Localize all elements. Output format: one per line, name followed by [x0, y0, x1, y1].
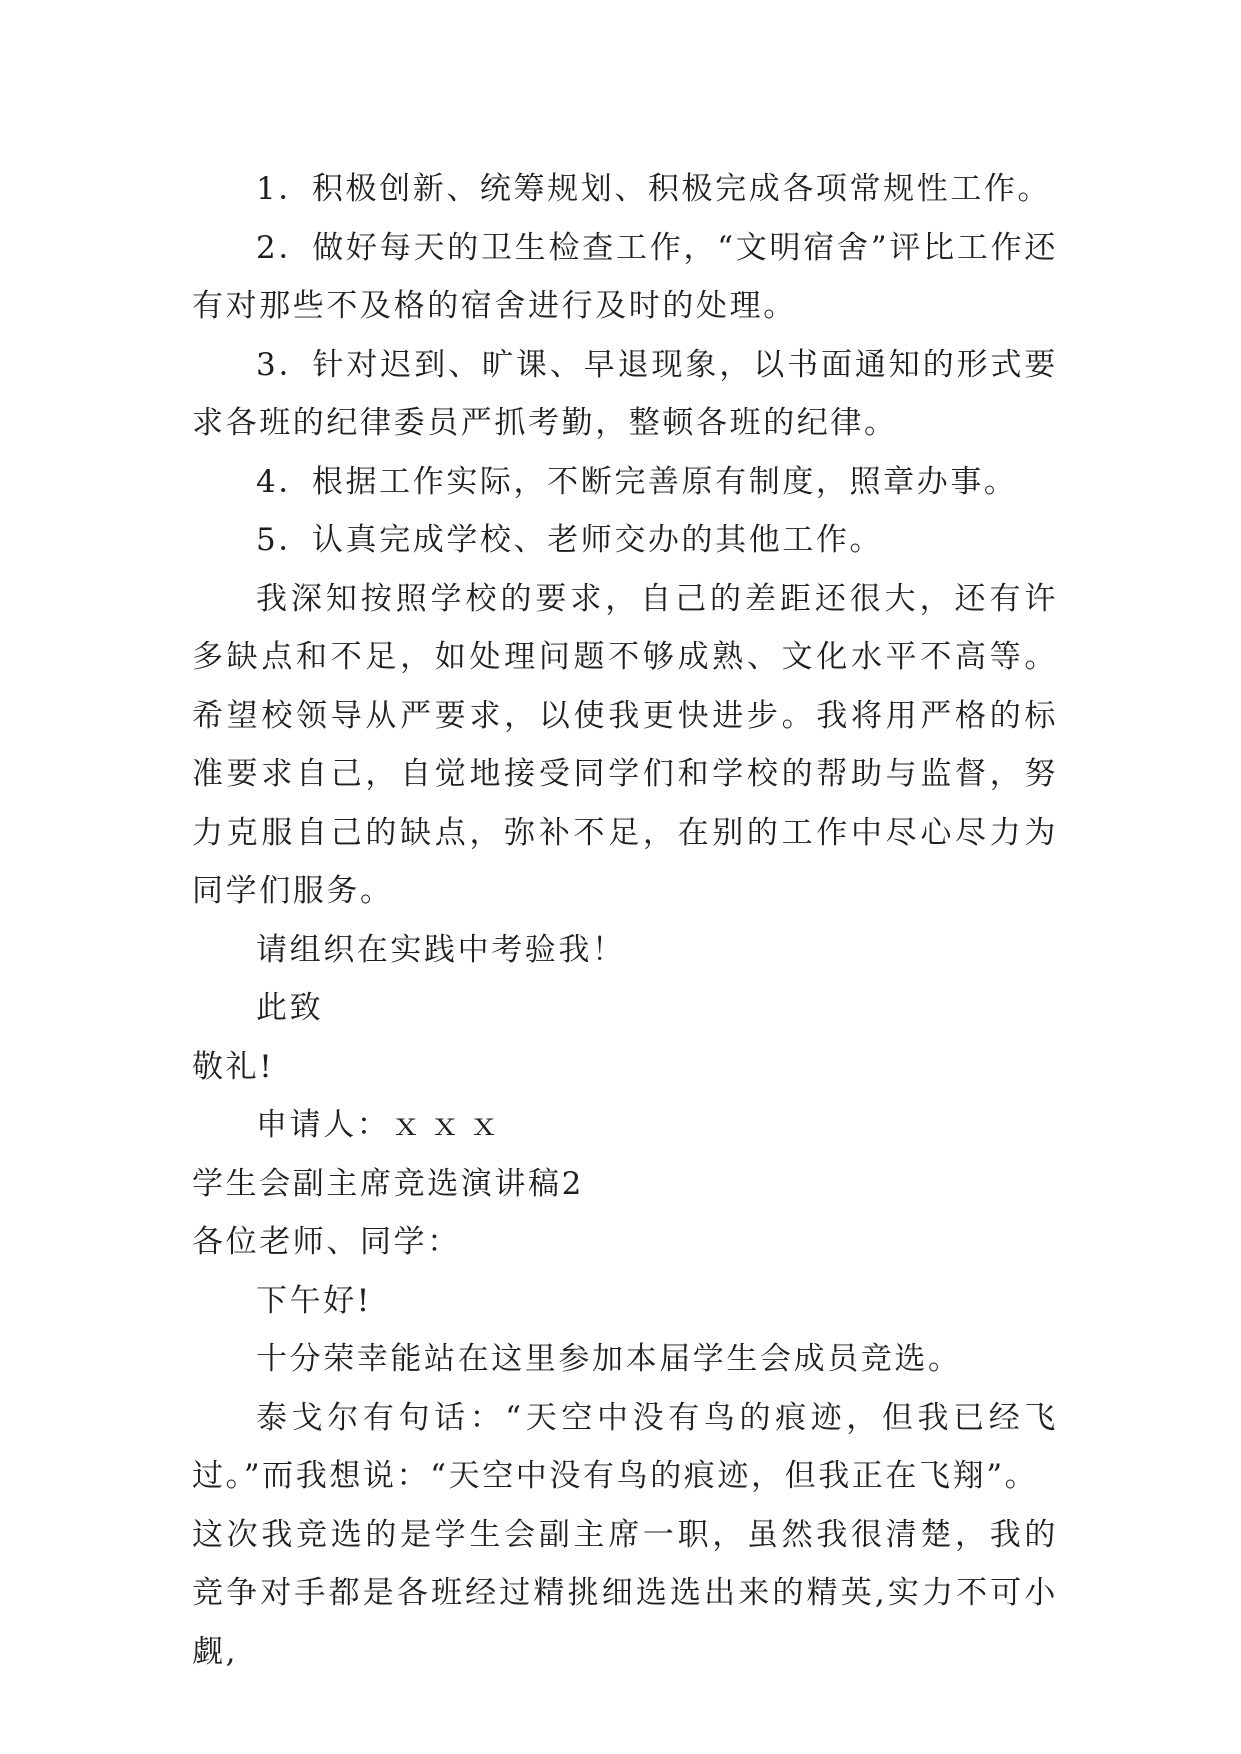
signature-name: ｘｘｘ [390, 1107, 508, 1143]
quote-paragraph: 泰戈尔有句话：“天空中没有鸟的痕迹，但我已经飞过。”而我想说：“天空中没有鸟的痕迹，但我正在飞翔”。 [192, 1399, 1058, 1494]
good-afternoon: 下午好! [256, 1282, 372, 1319]
section-title: 学生会副主席竞选演讲稿2 [192, 1165, 584, 1202]
closing-request: 请组织在实践中考验我！ [256, 931, 626, 968]
opening-paragraph: 十分荣幸能站在这里参加本届学生会成员竞选。 [256, 1341, 962, 1377]
list-item-5: 5．认真完成学校、老师交办的其他工作。 [256, 522, 884, 558]
signature-label: 申请人： [256, 1107, 391, 1143]
list-item-4: 4．根据工作实际，不断完善原有制度，照章办事。 [256, 463, 1018, 500]
signature-line [192, 1096, 1058, 1155]
self-assessment-paragraph: 我深知按照学校的要求，自己的差距还很大，还有许多缺点和不足，如处理问题不够成熟、文化水平不高等。希望校领导从严要求，以使我更快进步。我将用严格的标准要求自己，自觉地接受同学们和学校的帮助与监督，努力克服自己的缺点，弥补不足，在别的工作中尽心尽力为同学们服务。 [192, 580, 1058, 909]
greeting: 各位老师、同学： [192, 1224, 461, 1260]
list-item-1: 1．积极创新、统筹规划、积极完成各项常规性工作。 [256, 171, 1052, 207]
candidacy-paragraph: 这次我竞选的是学生会副主席一职，虽然我很清楚，我的竞争对手都是各班经过精挑细选选出来的精英,实力不可小觑, [192, 1516, 1058, 1670]
salutation-ci-zhi: 此致 [256, 990, 324, 1026]
list-item-3: 3．针对迟到、旷课、早退现象，以书面通知的形式要求各班的纪律委员严抓考勤，整顿各班的纪律。 [192, 346, 1058, 441]
list-item-2: 2．做好每天的卫生检查工作，“文明宿舍”评比工作还有对那些不及格的宿舍进行及时的处理。 [192, 229, 1058, 324]
salutation-jing-li: 敬礼! [192, 1048, 275, 1085]
document-body [192, 160, 1058, 1681]
